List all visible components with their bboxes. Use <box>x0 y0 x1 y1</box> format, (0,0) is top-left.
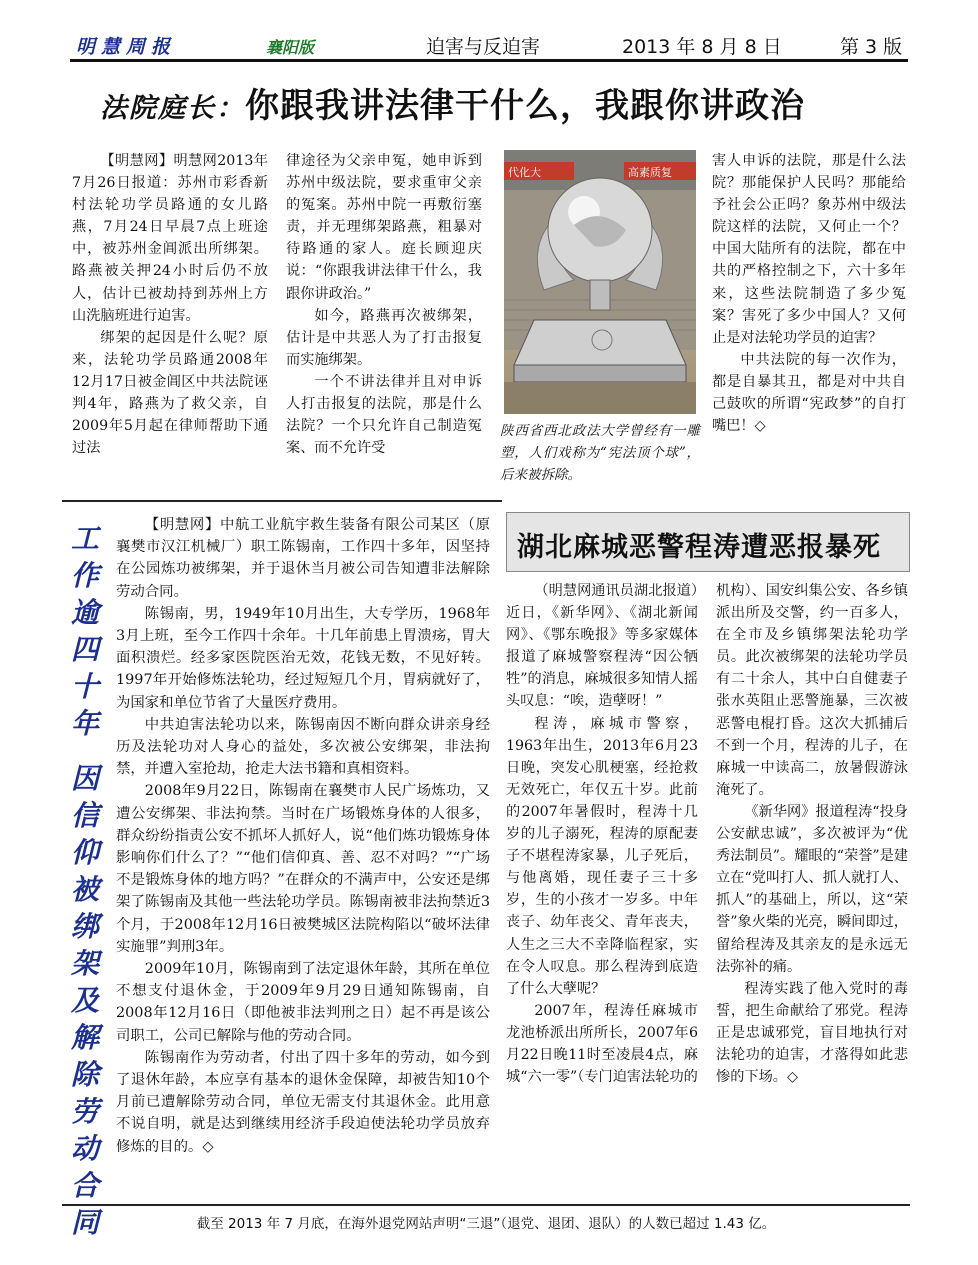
paragraph: 2008年9月22日，陈锡南在襄樊市人民广场炼功，又遭公安绑架、非法拘禁。当时在广场锻炼身体的人很多，群众纷纷指责公安不抓坏人抓好人，说“他们炼功锻炼身体影响你们什么了？”“他们信仰真、善、忍不对吗？”“广场不是锻炼身体的地方吗？”在群众的不满声中，公安还是绑架了陈锡南及其他一些法轮功学员。陈锡南被非法拘禁近3个月，于2008年12月16日被樊城区法院构陷以“破坏法律实施罪”判刑3年。 <box>116 783 490 955</box>
headline-char: 同 <box>70 1206 99 1239</box>
headline-char: 解 <box>70 1021 99 1054</box>
headline-char: 绑 <box>70 910 99 943</box>
issue-date: 2013 年 8 月 8 日 <box>622 36 782 58</box>
banner-text-left: 代化大 <box>508 166 541 179</box>
article1-col2 <box>286 150 482 459</box>
headline-char: 年 <box>70 707 99 740</box>
paragraph: （明慧网通讯员湖北报道）近日，《新华网》、《湖北新闻网》、《鄂东晚报》等多家媒体报道了麻城警察程涛“因公牺牲”的消息，麻城很多知情人摇头叹息：“唉，造孽呀！” <box>506 583 698 710</box>
section-divider <box>62 500 502 502</box>
paragraph: 律途径为父亲申冤，她申诉到苏州中级法院，要求重审父亲的冤案。苏州中院一再敷衍塞责，并无理绑架路燕，粗暴对待路通的家人。庭长顾迎庆说：“你跟我讲法律干什么，我跟你讲政治。” <box>286 153 482 302</box>
headline-char: 架 <box>70 947 99 980</box>
headline-char: 被 <box>70 873 99 906</box>
headline-char: 动 <box>70 1132 99 1165</box>
article2-body <box>116 514 490 1158</box>
headline-char: 十 <box>70 670 99 703</box>
headline-char: 四 <box>70 633 99 666</box>
page-number: 第 3 版 <box>840 36 903 58</box>
photo-caption: 陕西省西北政法大学曾经有一雕塑，人们戏称为“宪法顶个球”，后来被拆除。 <box>500 423 700 483</box>
paragraph: 程涛，麻城市警察，1963年出生，2013年6月23日晚，突发心肌梗塞，经抢救无效死亡，年仅五十岁。此前的2007年暑假时，程涛十几岁的儿子溺死，程涛的原配妻子不堪程涛家暴，儿子死后，与他离婚，现任妻子三十多岁，生的小孩才一岁多。中年丧子、幼年丧父、青年丧夫，人生之三大不幸降临程家，实在令人叹息。那么程涛到底造了什么大孽呢？ <box>506 715 698 997</box>
headline-quote: 你跟我讲法律干什么，我跟你讲政治 <box>245 86 805 126</box>
footer-notice: 截至 2013 年 7 月底，在海外退党网站声明“三退”（退党、退团、退队）的人数已超过 1.43 亿。 <box>196 1216 776 1232</box>
edition-name: 襄阳版 <box>266 38 315 57</box>
article1-col3 <box>712 150 906 437</box>
article3-headline: 湖北麻城恶警程涛遭恶报暴死 <box>506 512 910 572</box>
newspaper-header <box>70 30 908 62</box>
paragraph: 《新华网》报道程涛“投身公安献忠诚”，多次被评为“优秀法制员”。耀眼的“荣誉”是建立在“党叫打人、抓人就打人、抓人”的基础上，所以，这“荣誉”象火柴的光亮，瞬间即过，留给程涛及其亲友的是永远无法弥补的痛。 <box>716 803 909 975</box>
paragraph: 一个不讲法律并且对申诉人打击报复的法院，那是什么法院？一个只允许自己制造冤案、而不允许受 <box>286 373 482 457</box>
headline-char: 因 <box>70 762 99 795</box>
paragraph: 中共法院的每一次作为，都是自暴其丑，都是对中共自己鼓吹的所谓“宪政梦”的自打嘴巴！◇ <box>712 351 906 435</box>
headline-char: 逾 <box>70 596 99 629</box>
headline-char: 除 <box>70 1058 99 1091</box>
paragraph: 陈锡南作为劳动者，付出了四十多年的劳动，如今到了退休年龄，本应享有基本的退休金保障，却被告知10个月前已遭解除劳动合同，单位无需支付其退休金。此用意不说自明，就是达到继续用经济手段迫使法轮功学员放弃修炼的目的。◇ <box>116 1049 490 1155</box>
sculpture-illustration <box>504 150 696 414</box>
headline-char: 仰 <box>70 836 99 869</box>
article3-col1 <box>506 580 698 1088</box>
paragraph: 机构）、国安纠集公安、各乡镇派出所及交警，约一百多人，在全市及乡镇绑架法轮功学员。此次被绑架的法轮功学员有二十余人，其中白自健妻子张水英阻止恶警施暴，三次被恶警电棍打昏。这次大抓捕后不到一个月，程涛的儿子，在麻城一中读高二，放暑假游泳淹死了。 <box>716 583 908 798</box>
paragraph: 程涛实践了他入党时的毒誓，把生命献给了邪党。程涛正是忠诚邪党，盲目地执行对法轮功的迫害，才落得如此悲惨的下场。◇ <box>716 980 908 1086</box>
headline-char: 工 <box>70 522 99 555</box>
paragraph: 害人申诉的法院，那是什么法院？那能保护人民吗？那能给予社会公正吗？象苏州中级法院这样的法院，又何止一个？中国大陆所有的法院，都在中共的严格控制之下，六十多年来，这些法院制造了多少冤案？害死了多少中国人？又何止是对法轮功学员的迫害？ <box>712 153 906 346</box>
paragraph: 【明慧网】中航工业航宇救生装备有限公司某区（原襄樊市汉江机械厂）职工陈锡南，工作四十多年，因坚持在公园炼功被绑架，并于退休当月被公司告知遭非法解除劳动合同。 <box>116 517 490 600</box>
banner-text-right: 高素质复 <box>628 166 672 179</box>
headline-char: 合 <box>70 1169 99 1202</box>
paragraph: 2007年，程涛任麻城市龙池桥派出所所长，2007年6月22日晚11时至凌晨4点，麻城“六一零”（专门迫害法轮功的 <box>506 1002 698 1086</box>
footer-divider <box>62 1204 910 1206</box>
article3-col2 <box>716 580 908 1088</box>
article1-col1 <box>72 150 268 459</box>
headline-char: 及 <box>70 984 99 1017</box>
brand-name: 明慧周报 <box>76 36 177 58</box>
sculpture-photo <box>504 150 696 414</box>
paragraph: 【明慧网】明慧网2013年7月26日报道：苏州市彩香新村法轮功学员路通的女儿路燕，7月24日早晨7点上班途中，被苏州金阊派出所绑架。路燕被关押24小时后仍不放人，估计已被劫持到苏州上方山洗脑班进行迫害。 <box>72 153 268 324</box>
paragraph: 中共迫害法轮功以来，陈锡南因不断向群众讲亲身经历及法轮功对人身心的益处，多次被公安绑架，非法拘禁，并遭入室抢劫，抢走大法书籍和真相资料。 <box>116 716 490 778</box>
paragraph: 如今，路燕再次被绑架，估计是中共恶人为了打击报复而实施绑架。 <box>286 307 482 368</box>
headline-gap <box>64 742 106 760</box>
section-name: 迫害与反迫害 <box>426 36 541 58</box>
headline-char: 信 <box>70 799 99 832</box>
headline-speaker: 法院庭长： <box>100 93 245 124</box>
paragraph: 绑架的起因是什么呢？原来，法轮功学员路通2008年12月17日被金阊区中共法院诬判4年，路燕为了救父亲，自2009年5月起在律师帮助下通过法 <box>72 329 268 457</box>
article1-headline <box>100 78 900 138</box>
paragraph: 陈锡南，男，1949年10月出生，大专学历，1968年3月上班，至今工作四十余年。十几年前患上胃溃疡，胃大面积溃烂。经多家医院医治无效，花钱无数，不见好转。1997年开始修炼法轮功，经过短短几个月，胃病就好了，为国家和单位节省了大量医疗费用。 <box>116 605 490 711</box>
headline-char: 作 <box>70 559 99 592</box>
paragraph: 2009年10月，陈锡南到了法定退休年龄，其所在单位不想支付退休金，于2009年9月29日通知陈锡南，自2008年12月16日（即他被非法判刑之日）起不再是该公司职工，公司已解除与他的劳动合同。 <box>116 961 490 1044</box>
article2-vertical-headline <box>64 520 106 1241</box>
headline-char: 劳 <box>70 1095 99 1128</box>
